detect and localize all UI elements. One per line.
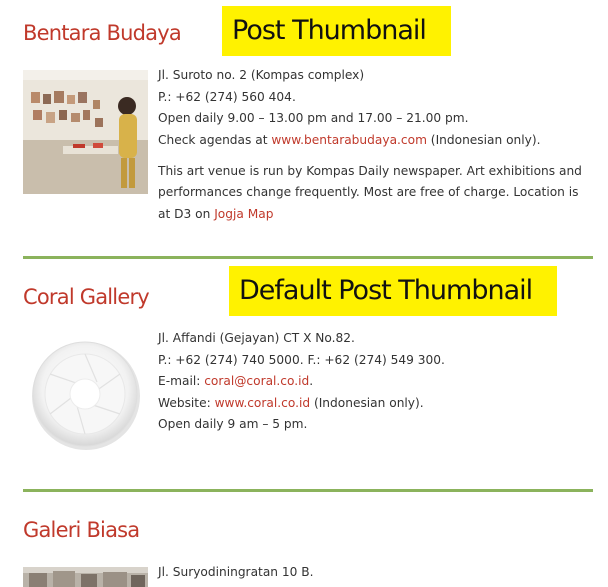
post-thumbnail-label: Post Thumbnail <box>222 6 451 56</box>
jogja-map-link[interactable]: Jogja Map <box>214 206 274 221</box>
address-text: Jl. Affandi (Gejayan) CT X No.82. <box>158 331 355 345</box>
email-link[interactable]: coral@coral.co.id <box>204 374 310 388</box>
listing-info <box>158 328 588 436</box>
listing-title[interactable]: Galeri Biasa <box>23 518 140 542</box>
phone-text: P.: +62 (274) 740 5000. F.: +62 (274) 549 300. <box>158 352 445 367</box>
email-line <box>158 371 588 393</box>
hours-text: Open daily 9.00 – 13.00 pm and 17.00 – 21.00 pm. <box>158 111 469 125</box>
email-suffix: . <box>309 374 314 388</box>
street-photo-icon <box>23 567 148 587</box>
address-text: Jl. Suryodiningratan 10 B. <box>158 565 314 579</box>
agenda-link[interactable]: www.bentarabudaya.com <box>271 132 427 147</box>
entry-divider <box>23 256 593 259</box>
agenda-prefix: Check agendas at <box>158 132 272 147</box>
website-line <box>158 393 588 415</box>
hours-text: Open daily 9 am – 5 pm. <box>158 417 308 431</box>
website-suffix: (Indonesian only). <box>310 395 424 410</box>
listing-info <box>158 562 588 584</box>
description-text <box>158 161 588 226</box>
agenda-line <box>158 130 588 152</box>
website-prefix: Website: <box>158 395 215 410</box>
post-thumbnail[interactable] <box>23 567 148 587</box>
email-prefix: E-mail: <box>158 374 205 388</box>
post-thumbnail[interactable] <box>23 70 148 194</box>
gallery-photo-icon <box>23 70 148 194</box>
phone-text: P.: +62 (274) 560 404. <box>158 89 296 104</box>
agenda-suffix: (Indonesian only). <box>426 132 541 147</box>
listing-title[interactable]: Coral Gallery <box>23 285 149 309</box>
default-post-thumbnail-label: Default Post Thumbnail <box>229 266 557 316</box>
listing-title[interactable]: Bentara Budaya <box>23 21 181 45</box>
entry-divider <box>23 489 593 492</box>
listing-info <box>158 65 588 225</box>
address-text: Jl. Suroto no. 2 (Kompas complex) <box>158 68 365 82</box>
post-thumbnail[interactable] <box>23 333 148 457</box>
camera-aperture-icon <box>23 333 148 457</box>
description-body: This art venue is run by Kompas Daily newspaper. Art exhibitions and performances change frequently. Most are free of charge. Location is at D3 on <box>158 163 582 221</box>
website-link[interactable]: www.coral.co.id <box>214 395 311 410</box>
